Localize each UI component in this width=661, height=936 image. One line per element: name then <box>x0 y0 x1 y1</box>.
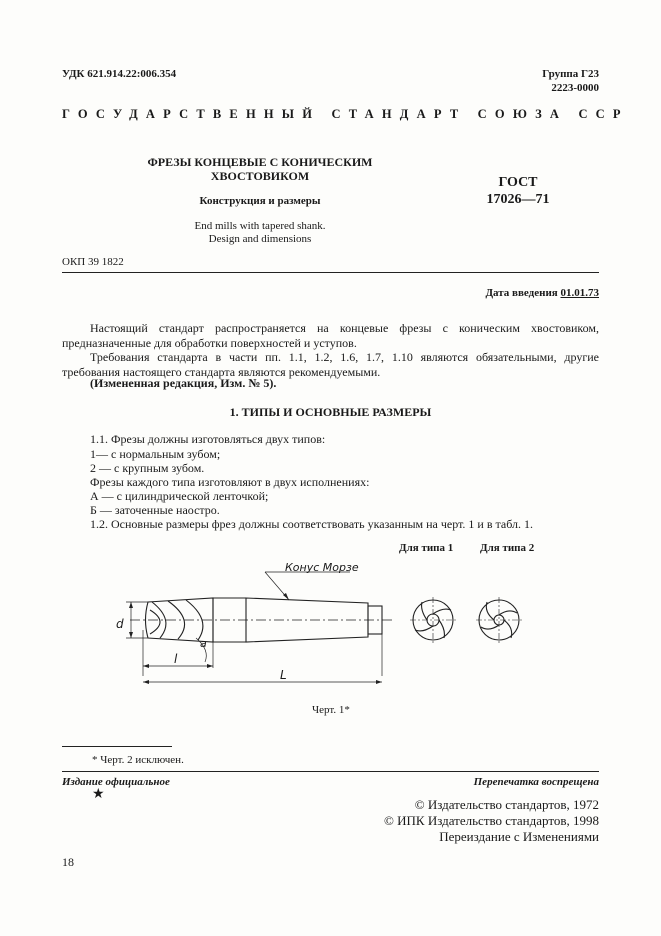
dimension-l-small: l <box>174 652 178 666</box>
figure-caption: Черт. 1* <box>312 704 350 716</box>
intro-date-label: Дата введения <box>485 287 558 299</box>
intro-date <box>485 287 599 299</box>
title-line-2: ХВОСТОВИКОМ <box>210 169 310 183</box>
page-number: 18 <box>62 855 74 869</box>
footnote: * Черт. 2 исключен. <box>92 754 184 766</box>
okp-code: ОКП 39 1822 <box>62 256 124 268</box>
section-heading: 1. ТИПЫ И ОСНОВНЫЕ РАЗМЕРЫ <box>229 405 432 419</box>
official-edition: Издание официальное <box>62 776 170 788</box>
star-icon: ★ <box>92 787 105 802</box>
copyright-1998: © ИПК Издательство стандартов, 1998 <box>384 813 599 828</box>
paragraph-scope: Настоящий стандарт распространяется на концевые фрезы с коническим хвостовиком, предназначенные для обработки поверхностей и уступов. <box>62 321 599 350</box>
version-b-item: Б — заточенные наостро. <box>90 503 220 517</box>
copyright-1972: © Издательство стандартов, 1972 <box>414 797 599 812</box>
title-english-2: Design and dimensions <box>208 233 312 245</box>
udk-code: УДК 621.914.22:006.354 <box>62 68 177 80</box>
type-1-label: Для типа 1 <box>399 542 454 554</box>
title-line-1: ФРЕЗЫ КОНЦЕВЫЕ С КОНИЧЕСКИМ <box>147 155 373 169</box>
footer-divider <box>62 771 599 772</box>
clause-1-1: 1.1. Фрезы должны изготовляться двух типов: <box>90 432 326 446</box>
gost-number: 17026—71 <box>486 192 550 207</box>
type-2-cross-section <box>476 597 522 643</box>
dimension-a: a <box>200 637 207 650</box>
type-1-item: 1— с нормальным зубом; <box>90 447 221 461</box>
gost-label: ГОСТ <box>498 175 538 190</box>
version-a-item: А — с цилиндрической ленточкой; <box>90 489 269 503</box>
reissue-note: Переиздание с Изменениями <box>439 829 599 844</box>
intro-date-value: 01.01.73 <box>560 287 599 299</box>
title-english-1: End mills with tapered shank. <box>194 220 326 232</box>
clause-1-2: 1.2. Основные размеры фрез должны соответствовать указанным на черт. 1 и в табл. 1. <box>90 517 534 531</box>
amendment-note: (Измененная редакция, Изм. № 5). <box>90 376 277 390</box>
reprint-prohibited: Перепечатка воспрещена <box>473 776 599 788</box>
title-subtitle: Конструкция и размеры <box>199 195 321 207</box>
type-1-cross-section <box>410 597 456 643</box>
state-standard-banner: ГОСУДАРСТВЕННЫЙ СТАНДАРТ СОЮЗА ССР <box>62 107 629 121</box>
title-divider <box>62 272 599 273</box>
classifier-code: 2223-0000 <box>551 82 599 94</box>
versions-intro: Фрезы каждого типа изготовляют в двух исполнениях: <box>90 475 370 489</box>
dimension-l-large: L <box>280 668 287 682</box>
dimension-d: d <box>116 617 124 631</box>
morse-taper-label: Конус Морзе <box>285 561 359 574</box>
type-2-item: 2 — с крупным зубом. <box>90 461 205 475</box>
group-code: Группа Г23 <box>542 68 599 80</box>
paragraph-requirements: Требования стандарта в части пп. 1.1, 1.2, 1.6, 1.7, 1.10 являются обязательными, другие требования настоящего стандарта являются рекомендуемыми. <box>62 350 599 379</box>
footnote-divider <box>62 746 172 747</box>
type-2-label: Для типа 2 <box>480 542 535 554</box>
